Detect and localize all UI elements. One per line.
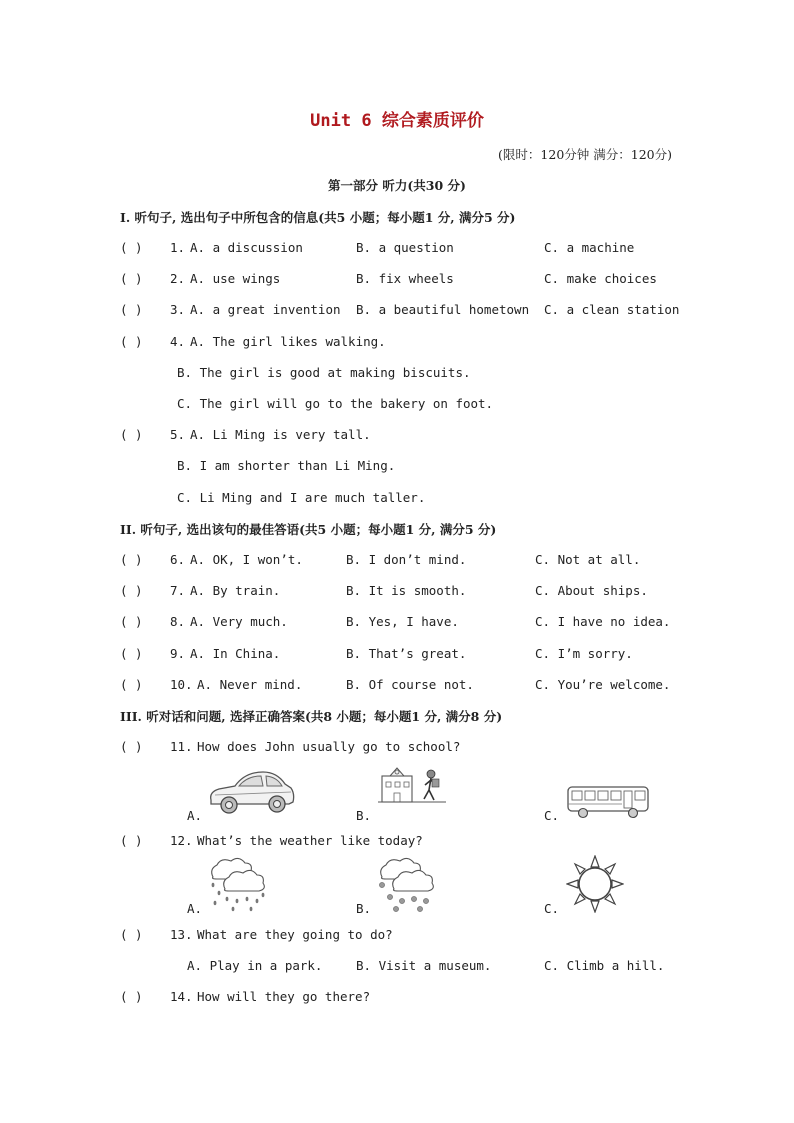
time-info: (限时：120分钟 满分：120分)	[498, 147, 672, 162]
option-c-label: C.	[544, 808, 560, 823]
answer-blank[interactable]: ( )	[120, 334, 143, 349]
option-a: A. In China.	[190, 646, 281, 661]
option-b: B. a beautiful hometown	[356, 302, 530, 317]
answer-blank[interactable]: ( )	[120, 427, 143, 442]
option-c: C. About ships.	[535, 583, 648, 598]
option-c: C. Not at all.	[535, 552, 641, 567]
question-number: 14.	[170, 989, 193, 1004]
question-number: 7.	[170, 583, 186, 598]
answer-blank[interactable]: ( )	[120, 739, 143, 754]
answer-blank[interactable]: ( )	[120, 614, 143, 629]
option-c: C. You’re welcome.	[535, 677, 671, 692]
option-c: C. The girl will go to the bakery on foot.	[177, 396, 494, 411]
question-number: 3.	[170, 302, 186, 317]
answer-blank[interactable]: ( )	[120, 552, 143, 567]
option-a: A. The girl likes walking.	[190, 334, 386, 349]
option-b: B. fix wheels	[356, 271, 454, 286]
answer-blank[interactable]: ( )	[120, 302, 143, 317]
bus-icon	[566, 784, 650, 820]
answer-blank[interactable]: ( )	[120, 271, 143, 286]
option-c-label: C.	[544, 901, 560, 916]
option-b: B. Visit a museum.	[356, 958, 492, 973]
option-a: A. Play in a park.	[187, 958, 323, 973]
option-a: A. OK, I won’t.	[190, 552, 303, 567]
option-c: C. Li Ming and I are much taller.	[177, 490, 426, 505]
question-text: What are they going to do?	[197, 927, 393, 942]
answer-blank[interactable]: ( )	[120, 833, 143, 848]
question-number: 13.	[170, 927, 193, 942]
option-b: B. It is smooth.	[346, 583, 467, 598]
option-a: A. a discussion	[190, 240, 303, 255]
option-c: C. make choices	[544, 271, 657, 286]
question-number: 10.	[170, 677, 193, 692]
walking-to-school-icon	[376, 762, 448, 808]
option-c: C. a clean station	[544, 302, 680, 317]
question-number: 9.	[170, 646, 186, 661]
car-icon	[205, 762, 297, 820]
answer-blank[interactable]: ( )	[120, 927, 143, 942]
question-text: How will they go there?	[197, 989, 371, 1004]
option-c: C. a machine	[544, 240, 635, 255]
option-c: C. Climb a hill.	[544, 958, 665, 973]
option-a: A. a great invention	[190, 302, 341, 317]
question-number: 12.	[170, 833, 193, 848]
snow-cloud-icon	[374, 855, 438, 913]
option-a: A. Never mind.	[197, 677, 303, 692]
question-number: 1.	[170, 240, 186, 255]
question-number: 8.	[170, 614, 186, 629]
option-a-label: A.	[187, 808, 203, 823]
part-title: 第一部分 听力(共30 分)	[328, 178, 466, 193]
answer-blank[interactable]: ( )	[120, 677, 143, 692]
question-number: 6.	[170, 552, 186, 567]
question-number: 11.	[170, 739, 193, 754]
question-text: What’s the weather like today?	[197, 833, 423, 848]
option-a: A. Li Ming is very tall.	[190, 427, 371, 442]
option-b-label: B.	[356, 901, 372, 916]
option-b: B. The girl is good at making biscuits.	[177, 365, 471, 380]
answer-blank[interactable]: ( )	[120, 240, 143, 255]
option-b: B. Of course not.	[346, 677, 474, 692]
option-a-label: A.	[187, 901, 203, 916]
option-a: A. Very much.	[190, 614, 288, 629]
question-number: 2.	[170, 271, 186, 286]
option-b: B. That’s great.	[346, 646, 467, 661]
question-number: 5.	[170, 427, 186, 442]
sun-icon	[566, 855, 624, 913]
answer-blank[interactable]: ( )	[120, 583, 143, 598]
answer-blank[interactable]: ( )	[120, 646, 143, 661]
page-title: Unit 6 综合素质评价	[310, 111, 484, 131]
option-b-label: B.	[356, 808, 372, 823]
option-c: C. I’m sorry.	[535, 646, 633, 661]
section-1-heading: I. 听句子, 选出句子中所包含的信息(共5 小题；每小题1 分, 满分5 分)	[120, 210, 516, 225]
option-a: A. By train.	[190, 583, 281, 598]
option-c: C. I have no idea.	[535, 614, 671, 629]
option-b: B. Yes, I have.	[346, 614, 459, 629]
section-3-heading: III. 听对话和问题, 选择正确答案(共8 小题；每小题1 分, 满分8 分)	[120, 709, 503, 724]
question-text: How does John usually go to school?	[197, 739, 461, 754]
question-number: 4.	[170, 334, 186, 349]
option-b: B. a question	[356, 240, 454, 255]
option-b: B. I don’t mind.	[346, 552, 467, 567]
option-a: A. use wings	[190, 271, 281, 286]
section-2-heading: II. 听句子, 选出该句的最佳答语(共5 小题；每小题1 分, 满分5 分)	[120, 522, 497, 537]
option-b: B. I am shorter than Li Ming.	[177, 458, 396, 473]
answer-blank[interactable]: ( )	[120, 989, 143, 1004]
rain-cloud-icon	[205, 855, 269, 913]
